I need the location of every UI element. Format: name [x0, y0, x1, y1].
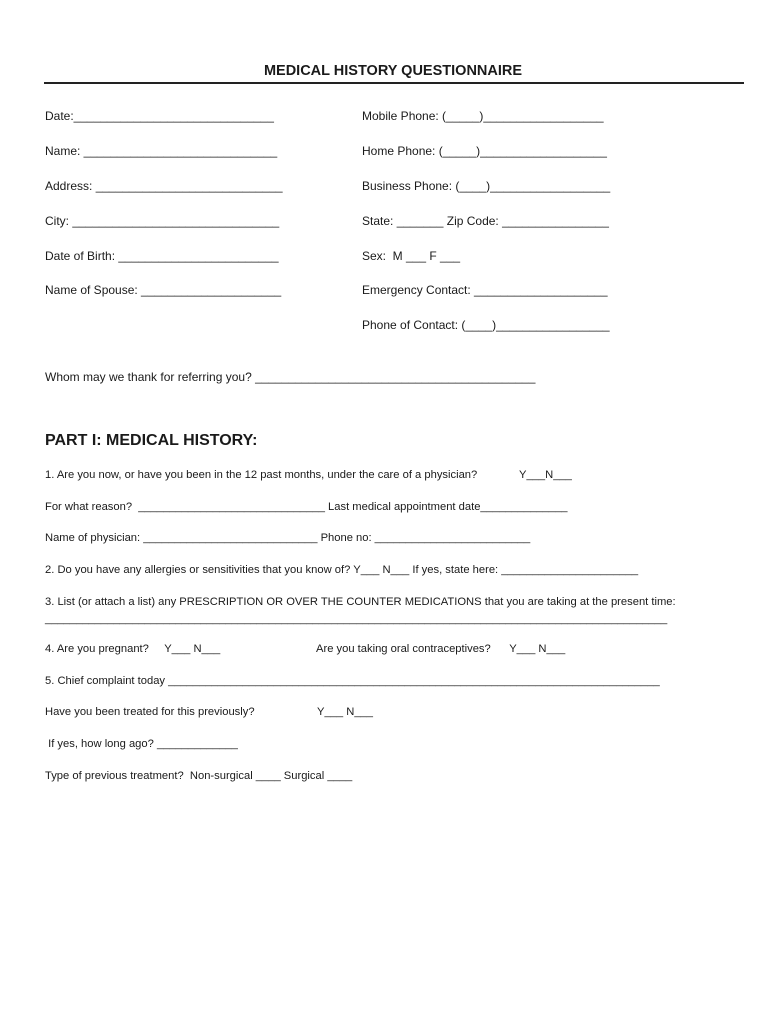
home-phone-field[interactable]: Home Phone: (_____)___________________	[362, 144, 607, 158]
medications-line[interactable]: ____________________________________________________________________________________________________	[45, 613, 668, 625]
title-rule	[44, 82, 744, 84]
phone-of-contact-field[interactable]: Phone of Contact: (____)_________________	[362, 318, 610, 332]
question-1-yes-no[interactable]: Y___N___	[519, 469, 572, 481]
how-long-ago-field[interactable]: If yes, how long ago? _____________	[45, 738, 238, 750]
business-phone-field[interactable]: Business Phone: (____)__________________	[362, 179, 611, 193]
date-of-birth-field[interactable]: Date of Birth: ________________________	[45, 249, 279, 263]
physician-field[interactable]: Name of physician: ____________________________ Phone no: _________________________	[45, 532, 531, 544]
treatment-type-field[interactable]: Type of previous treatment? Non-surgical ____ Surgical ____	[45, 770, 353, 782]
question-1: 1. Are you now, or have you been in the 12 past months, under the care of a physician?	[45, 469, 478, 481]
question-4-oral-contraceptives[interactable]: Are you taking oral contraceptives? Y___ N___	[316, 643, 566, 655]
page-title: MEDICAL HISTORY QUESTIONNAIRE	[263, 63, 523, 79]
referral-field[interactable]: Whom may we thank for referring you? __________________________________________	[45, 370, 536, 384]
question-5-chief-complaint[interactable]: 5. Chief complaint today _______________________________________________________________________________	[45, 675, 660, 687]
reason-field[interactable]: For what reason? ______________________________ Last medical appointment date______________	[45, 501, 568, 513]
sex-field[interactable]: Sex: M ___ F ___	[362, 249, 461, 263]
city-field[interactable]: City: _______________________________	[45, 214, 280, 228]
question-4-pregnant[interactable]: 4. Are you pregnant? Y___ N___	[45, 643, 221, 655]
question-2[interactable]: 2. Do you have any allergies or sensitivities that you know of? Y___ N___ If yes, state here: ______________________	[45, 564, 639, 576]
emergency-contact-field[interactable]: Emergency Contact: ____________________	[362, 283, 608, 297]
name-field[interactable]: Name: _____________________________	[45, 144, 278, 158]
mobile-phone-field[interactable]: Mobile Phone: (_____)__________________	[362, 109, 604, 123]
treated-previously-question: Have you been treated for this previously?	[45, 706, 255, 718]
address-field[interactable]: Address: ____________________________	[45, 179, 283, 193]
part1-heading: PART I: MEDICAL HISTORY:	[45, 432, 258, 449]
question-3: 3. List (or attach a list) any PRESCRIPTION OR OVER THE COUNTER MEDICATIONS that you are taking at the present time:	[45, 596, 676, 608]
treated-previously-yes-no[interactable]: Y___ N___	[317, 706, 373, 718]
spouse-name-field[interactable]: Name of Spouse: _____________________	[45, 283, 282, 297]
date-field[interactable]: Date:______________________________	[45, 109, 274, 123]
state-zip-field[interactable]: State: _______ Zip Code: ________________	[362, 214, 609, 228]
